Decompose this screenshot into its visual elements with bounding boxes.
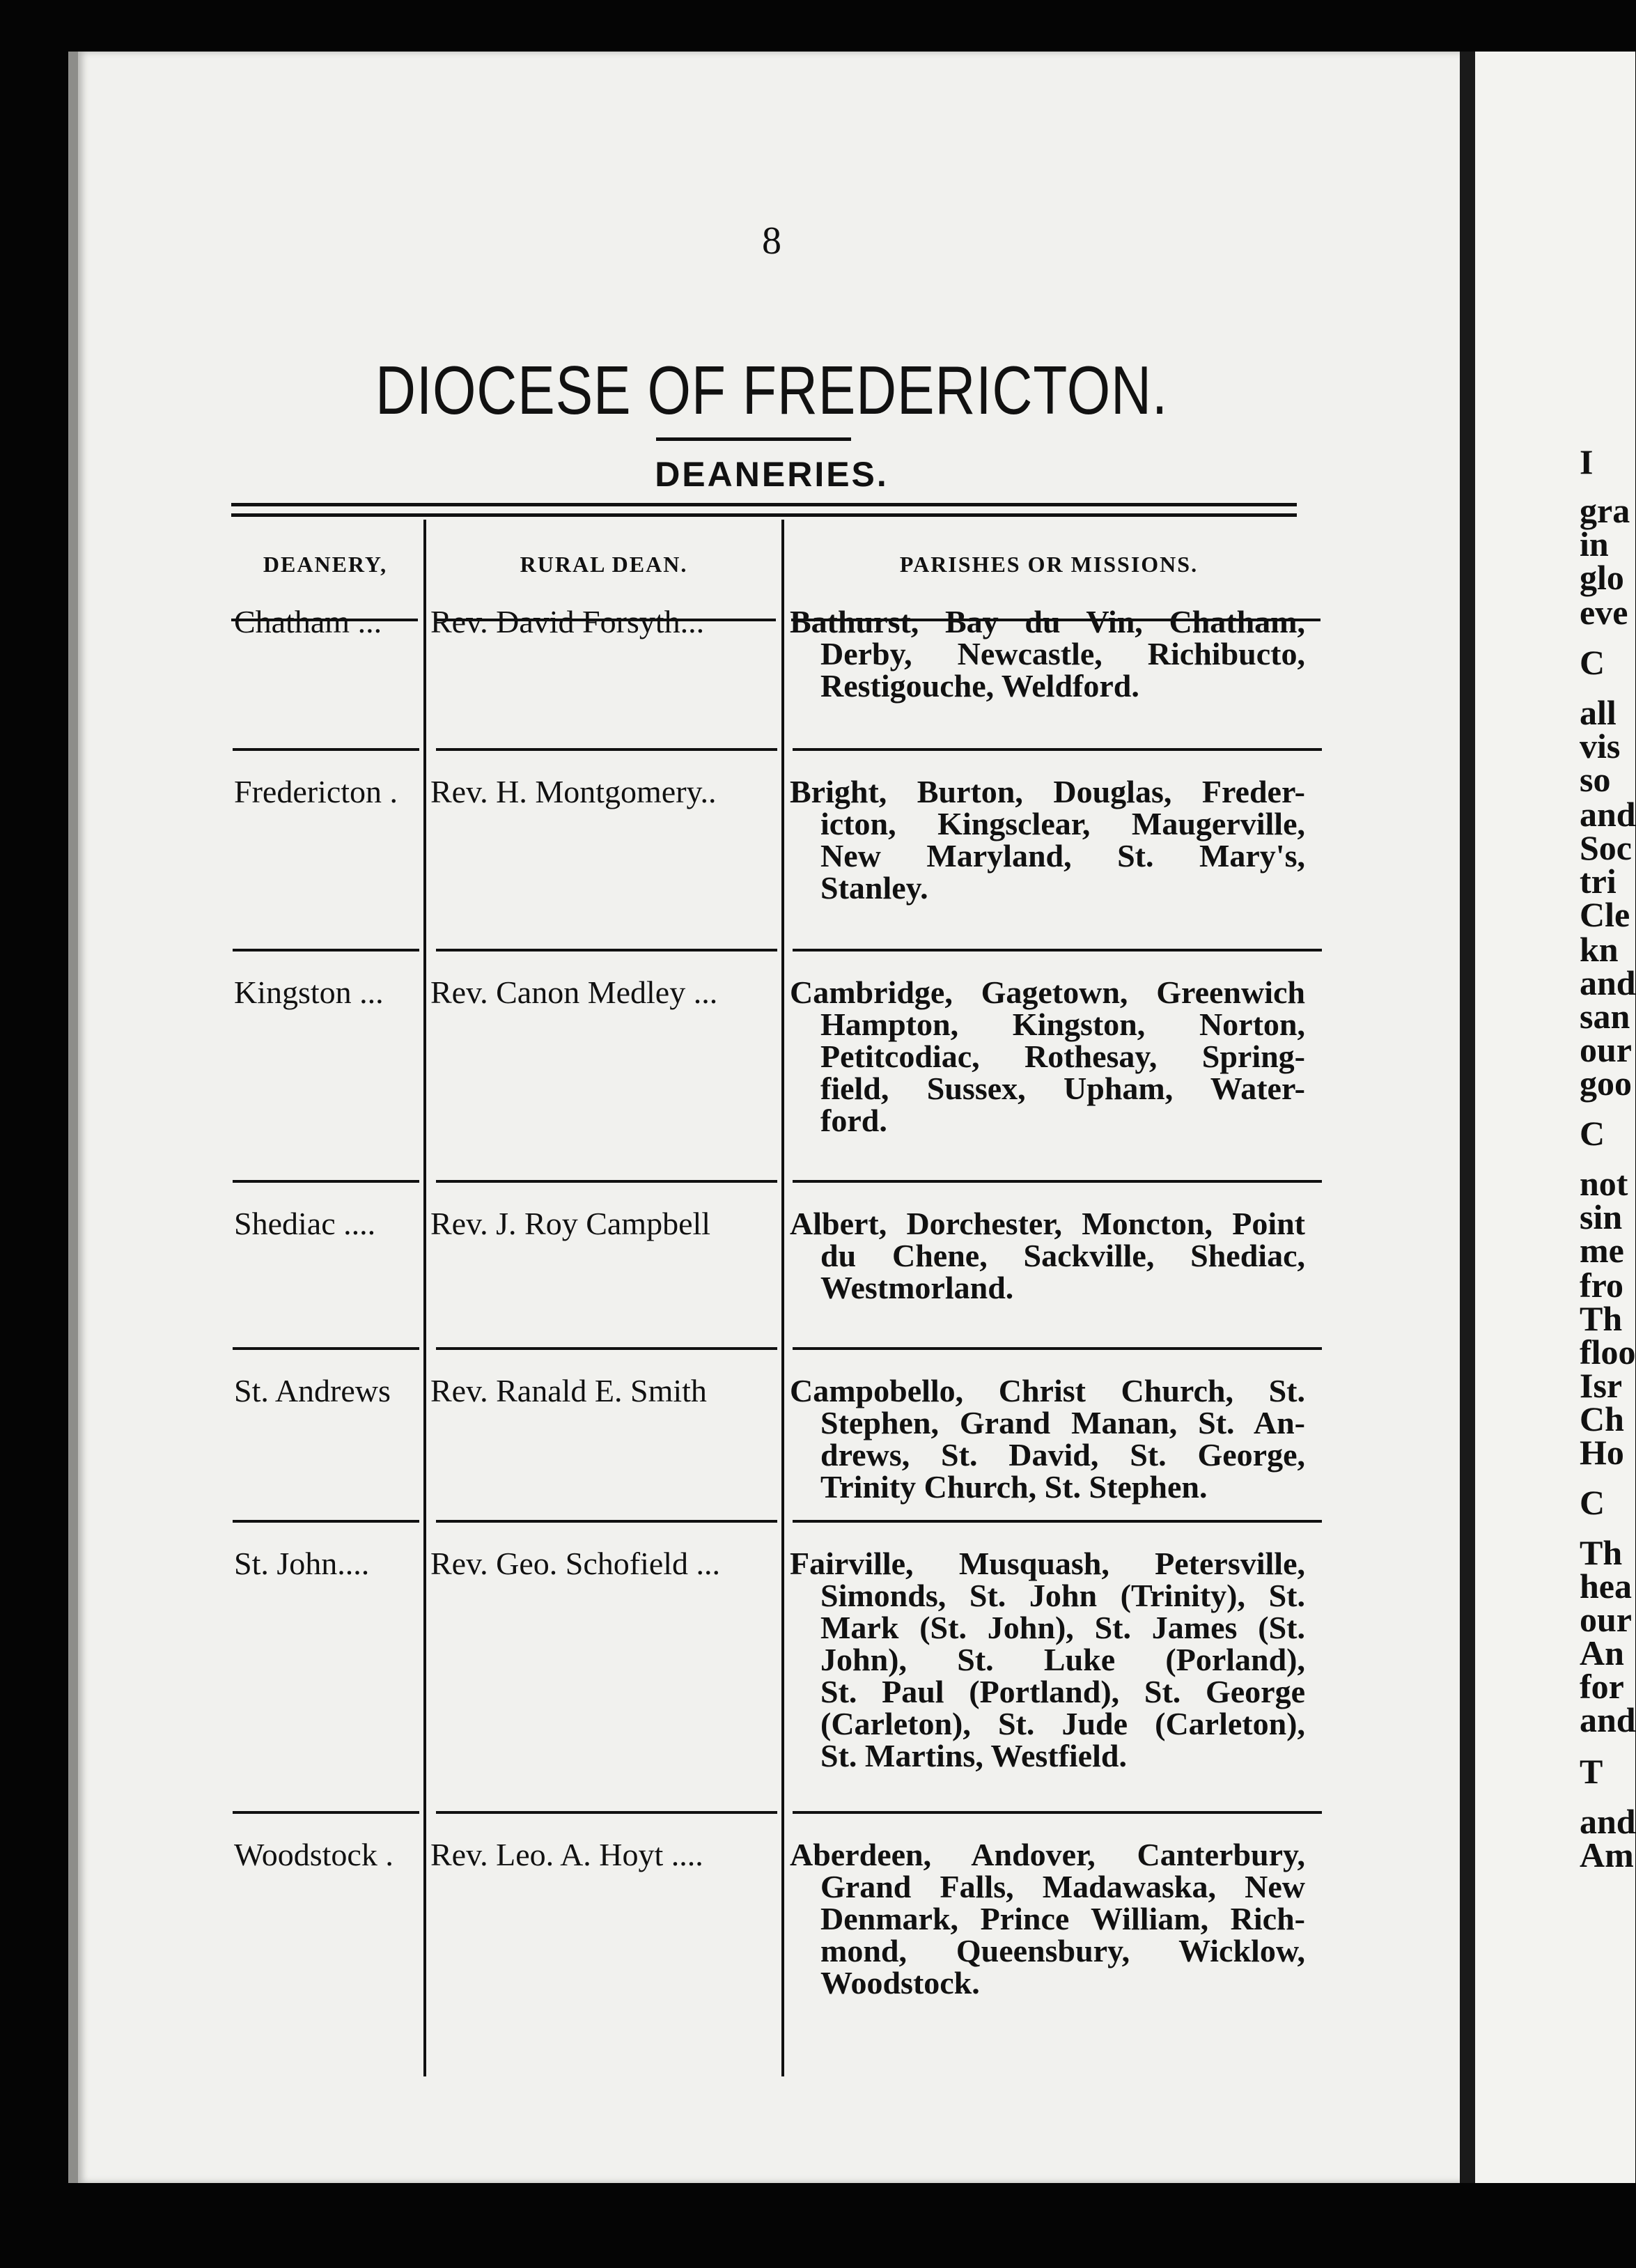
parishes-list <box>790 974 1305 1138</box>
row-rule-dean <box>436 1811 777 1814</box>
parish-line: Mark (St. John), St. James (St. <box>820 1610 1305 1645</box>
column-divider-1 <box>423 520 426 2076</box>
column-divider-2 <box>781 520 784 2076</box>
adjacent-page-text: our <box>1580 1600 1632 1639</box>
parish-line: ford. <box>820 1103 887 1138</box>
rural-dean-name: Rev. Canon Medley ... <box>430 974 718 1010</box>
header-rural-dean: RURAL DEAN. <box>520 552 688 577</box>
header-deanery: DEANERY, <box>263 552 388 577</box>
rural-dean-name: Rev. Ranald E. Smith <box>430 1373 707 1408</box>
row-rule-deanery <box>233 748 419 751</box>
parish-line: New Maryland, St. Mary's, <box>820 838 1305 873</box>
adjacent-page-text: me <box>1580 1231 1624 1270</box>
adjacent-page-text: glo <box>1580 558 1624 597</box>
adjacent-page-text: Th <box>1580 1533 1623 1572</box>
parish-line: St. Paul (Portland), St. George <box>820 1674 1305 1709</box>
parish-line: mond, Queensbury, Wicklow, <box>820 1933 1305 1968</box>
adjacent-page-text: our <box>1580 1030 1632 1069</box>
parish-line: Westmorland. <box>820 1270 1014 1305</box>
adjacent-page-text: gra <box>1580 491 1630 530</box>
row-rule-parishes <box>793 1811 1322 1814</box>
adjacent-page-text: Ch <box>1580 1399 1624 1438</box>
row-rule-parishes <box>793 949 1322 952</box>
row-rule-parishes <box>793 1180 1322 1183</box>
adjacent-page-text: for <box>1580 1667 1624 1706</box>
adjacent-page-text: all <box>1580 693 1616 732</box>
adjacent-page-text: eve <box>1580 593 1628 632</box>
deanery-name: Chatham ... <box>234 604 382 639</box>
parishes-list <box>790 1375 1305 1503</box>
adjacent-page-text: Isr <box>1580 1366 1623 1405</box>
row-rule-deanery <box>233 1811 419 1814</box>
parish-line: Stanley. <box>820 870 928 906</box>
adjacent-page-text: fro <box>1580 1266 1623 1305</box>
adjacent-page-text: Th <box>1580 1299 1623 1338</box>
row-rule-dean <box>436 748 777 751</box>
parish-line: Denmark, Prince William, Rich- <box>820 1901 1305 1936</box>
parish-line: du Chene, Sackville, Shediac, <box>820 1238 1305 1273</box>
row-rule-dean <box>436 1180 777 1183</box>
parish-line: Stephen, Grand Manan, St. An- <box>820 1405 1305 1440</box>
row-rule-parishes <box>793 1347 1322 1350</box>
parish-line: Grand Falls, Madawaska, New <box>820 1869 1305 1904</box>
adjacent-page-text: Ho <box>1580 1433 1624 1472</box>
parish-line: Campobello, Christ Church, St. <box>790 1373 1305 1408</box>
adjacent-page-text: floo <box>1580 1333 1636 1372</box>
parish-line: Bathurst, Bay du Vin, Chatham, <box>790 604 1305 639</box>
parish-line: Hampton, Kingston, Norton, <box>820 1007 1305 1042</box>
title-underline <box>656 437 851 441</box>
parish-line: icton, Kingsclear, Maugerville, <box>820 806 1305 841</box>
parish-line: drews, St. David, St. George, <box>820 1437 1305 1473</box>
parish-line: Fairville, Musquash, Petersville, <box>790 1546 1305 1581</box>
parishes-list <box>790 606 1305 702</box>
parishes-list <box>790 1208 1305 1304</box>
row-rule-parishes <box>793 748 1322 751</box>
rural-dean-name: Rev. Geo. Schofield ... <box>430 1546 721 1581</box>
parish-line: Woodstock. <box>820 1965 980 2001</box>
adjacent-page-text: and <box>1580 1802 1636 1841</box>
parish-line: Petitcodiac, Rothesay, Spring- <box>820 1039 1305 1074</box>
deanery-name: Shediac .... <box>234 1206 376 1241</box>
deanery-name: Kingston ... <box>234 974 384 1010</box>
rural-dean-name: Rev. H. Montgomery.. <box>430 774 717 809</box>
parishes-list <box>790 776 1305 904</box>
header-double-rule <box>231 503 1297 517</box>
adjacent-page-text: hea <box>1580 1567 1632 1606</box>
deanery-name: Fredericton . <box>234 774 398 809</box>
row-rule-parishes <box>793 1520 1322 1523</box>
adjacent-page-text: and <box>1580 795 1636 834</box>
adjacent-page-text: so <box>1580 760 1611 799</box>
adjacent-page-text: C <box>1580 1114 1605 1153</box>
row-rule-dean <box>436 1347 777 1350</box>
adjacent-page-edge <box>1460 52 1635 2183</box>
adjacent-page-text: in <box>1580 525 1609 564</box>
adjacent-page-text: Cle <box>1580 895 1630 934</box>
row-rule-deanery <box>233 1347 419 1350</box>
adjacent-page-text: vis <box>1580 727 1621 766</box>
adjacent-page-text: sin <box>1580 1197 1623 1236</box>
parish-line: Albert, Dorchester, Moncton, Point <box>790 1206 1305 1241</box>
parishes-list <box>790 1839 1305 1999</box>
parish-line: Aberdeen, Andover, Canterbury, <box>790 1837 1305 1872</box>
adjacent-page-text: san <box>1580 997 1630 1036</box>
parish-line: Derby, Newcastle, Richibucto, <box>820 636 1305 671</box>
adjacent-page-text: Am <box>1580 1835 1634 1874</box>
parish-line: field, Sussex, Upham, Water- <box>820 1071 1305 1106</box>
header-parishes: PARISHES OR MISSIONS. <box>899 552 1199 577</box>
parish-line: Bright, Burton, Douglas, Freder- <box>790 774 1305 809</box>
adjacent-page-text: I <box>1580 442 1594 481</box>
parish-line: John), St. Luke (Porland), <box>820 1642 1305 1677</box>
parish-line: St. Martins, Westfield. <box>820 1738 1127 1773</box>
rural-dean-name: Rev. David Forsyth... <box>430 604 705 639</box>
row-rule-deanery <box>233 1520 419 1523</box>
book-page <box>68 52 1465 2183</box>
adjacent-page-text: C <box>1580 1483 1605 1522</box>
adjacent-page-text: tri <box>1580 862 1616 901</box>
row-rule-deanery <box>233 949 419 952</box>
deanery-name: St. John.... <box>234 1546 370 1581</box>
adjacent-page-text: goo <box>1580 1064 1632 1103</box>
adjacent-page-text: and <box>1580 1700 1636 1739</box>
deanery-name: St. Andrews <box>234 1373 391 1408</box>
page-number: 8 <box>762 219 781 263</box>
parish-line: Trinity Church, St. Stephen. <box>820 1469 1208 1505</box>
row-rule-deanery <box>233 1180 419 1183</box>
adjacent-page-text: not <box>1580 1164 1628 1203</box>
section-subtitle: DEANERIES. <box>655 455 889 494</box>
adjacent-page-text: kn <box>1580 930 1619 969</box>
adjacent-page-text: T <box>1580 1752 1603 1791</box>
parish-line: Simonds, St. John (Trinity), St. <box>820 1578 1305 1613</box>
adjacent-page-text: An <box>1580 1633 1624 1672</box>
row-rule-dean <box>436 949 777 952</box>
parish-line: (Carleton), St. Jude (Carleton), <box>820 1706 1305 1741</box>
row-rule-dean <box>436 1520 777 1523</box>
parish-line: Restigouche, Weldford. <box>820 668 1139 704</box>
deanery-name: Woodstock . <box>234 1837 394 1872</box>
parish-line: Cambridge, Gagetown, Greenwich <box>790 974 1305 1010</box>
adjacent-page-text: Soc <box>1580 828 1632 867</box>
parishes-list <box>790 1548 1305 1772</box>
rural-dean-name: Rev. J. Roy Campbell <box>430 1206 711 1241</box>
page-title: DIOCESE OF FREDERICTON. <box>375 352 1169 428</box>
adjacent-page-text: and <box>1580 963 1636 1002</box>
adjacent-page-text: C <box>1580 643 1605 682</box>
rural-dean-name: Rev. Leo. A. Hoyt .... <box>430 1837 703 1872</box>
